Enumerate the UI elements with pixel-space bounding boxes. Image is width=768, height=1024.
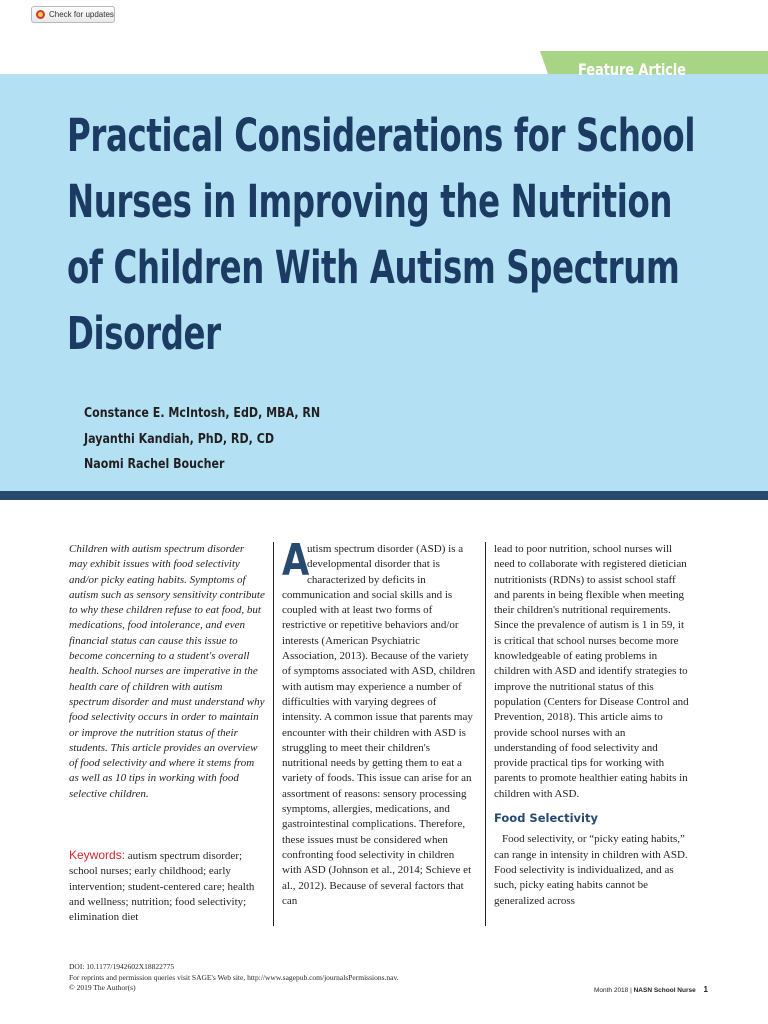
article-title-text: Practical Considerations for School Nurses in Improving the Nutrition of Children With Autism Spectrum Disorder — [67, 109, 696, 360]
column-divider — [273, 542, 274, 926]
journal-name: NASN School Nurse — [633, 987, 696, 994]
column-divider — [485, 542, 486, 926]
author-name: Constance E. McIntosh, EdD, MBA, RN — [84, 405, 321, 421]
body-column-2 — [494, 542, 690, 909]
section-label: Feature Article — [578, 60, 686, 79]
permissions-note: For reprints and permission queries visit SAGE's Web site, http://www.sagepub.com/journalsPermissions.nav. — [69, 972, 399, 982]
section-heading: Food Selectivity — [494, 811, 598, 826]
body-paragraph: utism spectrum disorder (ASD) is a developmental disorder that is characterized by deficits in communication and social skills and is coupled with at least two forms of restrictive or repetitive behaviors and/or interests (American Psychiatric Association, 2013). Because of the variety of symptoms associated with ASD, children with autism may experience a number of difficulties with varying degrees of intensity. A common issue that parents may encounter with their children with ASD is struggling to meet their children's nutritional needs by getting them to eat a variety of foods. This issue can arise for an assortment of reasons: sensory processing symptoms, allergies, medications, and gastrointestinal complications. Therefore, these issues must be considered when confronting food selectivity in children with ASD (Johnson et al., 2014; Schieve et al., 2012). Because of several factors that can — [282, 543, 476, 907]
copyright: © 2019 The Author(s) — [69, 983, 136, 992]
author-name: Naomi Rachel Boucher — [84, 456, 225, 472]
doi: DOI: 10.1177/1942602X18822775 — [69, 962, 175, 971]
header-divider — [0, 491, 768, 500]
check-for-updates-label: Check for updates — [49, 10, 114, 19]
check-for-updates-button[interactable] — [31, 6, 115, 23]
body-column-1 — [282, 535, 476, 909]
keywords-label: Keywords: — [69, 848, 126, 862]
page-number: 1 — [703, 985, 708, 994]
footer-meta — [69, 962, 489, 994]
running-footer: Month 2018 | NASN School Nurse 1 — [593, 985, 708, 994]
issue-date: Month 2018 — [593, 987, 629, 994]
keywords-text: autism spectrum disorder; school nurses; early childhood; early intervention; student-centered care; health and wellness; nutrition; food selectivity; elimination diet — [69, 850, 255, 924]
abstract: Children with autism spectrum disorder may exhibit issues with food selectivity and/or picky eating habits. Symptoms of autism such as sensory sensitivity contribute to why these children refuse to eat food, but medications, food intolerance, and even financial status can cause this issue to become concerning to a student's overall health. School nurses are imperative in the health care of children with autism spectrum disorder and must understand why food selectivity occurs in order to maintain or improve the nutrition status of their students. This article provides an overview of food selectivity and where it stems from as well as 10 tips in working with food selective children. — [69, 543, 265, 800]
body-paragraph: lead to poor nutrition, school nurses will need to collaborate with registered dietician nutritionists (RDNs) to assist school staff and parents in being flexible when meeting their children's nutritional requirements. Since the prevalence of autism is 1 in 59, it is critical that school nurses become more knowledgeable of eating problems in children with ASD and identify strategies to improve the nutritional status of this population (Centers for Disease Control and Prevention, 2018). This article aims to provide school nurses with an understanding of food selectivity and provide practical tips for working with parents to promote healthier eating habits in children with ASD. — [494, 543, 689, 800]
updates-icon — [36, 10, 45, 19]
author-list — [84, 401, 412, 478]
body-paragraph: Food selectivity, or “picky eating habits,” can range in intensity in children with ASD. Food selectivity is individualized, and as such, picky eating habits cannot be generalized across — [494, 833, 688, 907]
author-name: Jayanthi Kandiah, PhD, RD, CD — [84, 430, 275, 447]
keywords — [69, 848, 265, 925]
article-title — [67, 103, 715, 367]
drop-cap: A — [282, 535, 310, 586]
